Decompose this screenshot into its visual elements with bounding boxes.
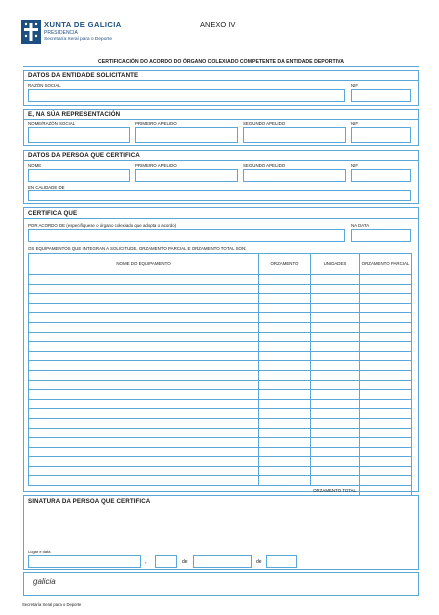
calidade-field[interactable] [28,190,411,201]
table-row [29,294,412,304]
certifier-heading: DATOS DA PERSOA QUE CERTIFICA [28,152,140,159]
units-cell[interactable] [311,303,360,313]
equipment-name-cell[interactable] [29,361,259,371]
partial-budget-cell[interactable] [360,409,412,419]
equipment-name-cell[interactable] [29,466,259,476]
col-orzamento: ORZAMENTO [259,254,311,275]
partial-budget-cell[interactable] [360,275,412,285]
na-data-field[interactable] [351,229,411,242]
partial-budget-cell[interactable] [360,361,412,371]
cert-nome-label: NOME [28,163,42,168]
rep-ap1-label: PRIMEIRO APELIDO [135,121,177,126]
budget-cell[interactable] [259,466,311,476]
cert-ap2-label: SEGUNDO APELIDO [243,163,286,168]
units-cell[interactable] [311,428,360,438]
rep-nome-label: NOME/RAZÓN SOCIAL [28,121,76,126]
table-row [29,428,412,438]
table-row [29,332,412,342]
de-label-1: de [182,559,188,565]
col-unidades: UNIDADES [311,254,360,275]
rep-nif-field[interactable] [351,127,411,143]
partial-budget-cell[interactable] [360,370,412,380]
cert-ap2-field[interactable] [243,169,346,182]
budget-cell[interactable] [259,351,311,361]
calidade-label: EN CALIDADE DE [28,185,65,190]
lugar-data-label: Lugar e data [28,549,51,554]
table-row [29,380,412,390]
table-row [29,313,412,323]
partial-budget-cell[interactable] [360,313,412,323]
cert-nif-label: NIF [351,163,359,168]
partial-budget-cell[interactable] [360,476,412,486]
units-cell[interactable] [311,438,360,448]
equipment-name-cell[interactable] [29,399,259,409]
partial-budget-cell[interactable] [360,438,412,448]
budget-cell[interactable] [259,409,311,419]
table-row [29,370,412,380]
partial-budget-cell[interactable] [360,380,412,390]
units-cell[interactable] [311,313,360,323]
partial-budget-cell[interactable] [360,390,412,400]
units-cell[interactable] [311,294,360,304]
units-cell[interactable] [311,332,360,342]
table-row [29,361,412,371]
units-cell[interactable] [311,476,360,486]
signature-heading: SINATURA DA PERSOA QUE CERTIFICA [28,498,151,505]
cert-nome-field[interactable] [28,169,130,182]
equipment-name-cell[interactable] [29,380,259,390]
rep-nif-label: NIF [351,121,359,126]
partial-budget-cell[interactable] [360,284,412,294]
equipment-name-cell[interactable] [29,322,259,332]
equipment-name-cell[interactable] [29,390,259,400]
table-row [29,390,412,400]
cert-ap1-label: PRIMEIRO APELIDO [135,163,177,168]
equipment-name-cell[interactable] [29,332,259,342]
budget-cell[interactable] [259,438,311,448]
entity-heading: DATOS DA ENTIDADE SOLICITANTE [28,72,139,79]
title-divider [23,66,419,67]
na-data-label: NA DATA [351,223,370,228]
galicia-logo: galicia [33,577,56,586]
rep-ap1-field[interactable] [135,127,238,143]
partial-budget-cell[interactable] [360,399,412,409]
entity-divider [23,80,419,81]
certifier-divider [23,160,419,161]
budget-cell[interactable] [259,294,311,304]
units-cell[interactable] [311,418,360,428]
table-row [29,322,412,332]
table-row [29,284,412,294]
equipment-name-cell[interactable] [29,370,259,380]
equipment-name-cell[interactable] [29,351,259,361]
partial-budget-cell[interactable] [360,332,412,342]
equipment-name-cell[interactable] [29,418,259,428]
budget-cell[interactable] [259,342,311,352]
equipment-name-cell[interactable] [29,409,259,419]
partial-budget-cell[interactable] [360,457,412,467]
budget-cell[interactable] [259,457,311,467]
table-row [29,351,412,361]
table-row [29,342,412,352]
logo-name: XUNTA DE GALICIA [44,20,122,29]
total-label: ORZAMENTO TOTAL [259,486,360,496]
representation-heading: E, NA SÚA REPRESENTACIÓN [28,111,121,118]
table-row [29,303,412,313]
form-title: CERTIFICACIÓN DO ACORDO DO ÓRGANO COLEXIADO COMPETENTE DA ENTIDADE DEPORTIVA [98,59,344,65]
units-cell[interactable] [311,457,360,467]
equipment-name-cell[interactable] [29,303,259,313]
budget-cell[interactable] [259,322,311,332]
rep-nome-field[interactable] [28,127,130,143]
rep-ap2-field[interactable] [243,127,346,143]
units-cell[interactable] [311,370,360,380]
units-cell[interactable] [311,399,360,409]
budget-cell[interactable] [259,390,311,400]
partial-budget-cell[interactable] [360,447,412,457]
budget-cell[interactable] [259,476,311,486]
partial-budget-cell[interactable] [360,351,412,361]
budget-cell[interactable] [259,284,311,294]
equipment-name-cell[interactable] [29,342,259,352]
certifica-heading: CERTIFICA QUE [28,210,78,217]
total-spacer [29,486,259,496]
cert-nif-field[interactable] [351,169,411,182]
footer-logo-box [23,572,419,596]
total-cell[interactable] [360,486,412,496]
equipment-intro: OS EQUIPAMENTOS QUE INTEGRAN A SOLICITUDE, ORZAMENTO PARCIAL E ORZAMENTO TOTAL SON: [28,246,247,251]
table-row [29,457,412,467]
partial-budget-cell[interactable] [360,294,412,304]
budget-cell[interactable] [259,447,311,457]
logo-department: PRESIDENCIA [44,30,78,36]
budget-cell[interactable] [259,418,311,428]
partial-budget-cell[interactable] [360,418,412,428]
table-row [29,418,412,428]
footer-secretariat: Secretaría Xeral para o Deporte [22,602,82,607]
units-cell[interactable] [311,409,360,419]
equipment-name-cell[interactable] [29,313,259,323]
budget-cell[interactable] [259,275,311,285]
partial-budget-cell[interactable] [360,428,412,438]
budget-cell[interactable] [259,313,311,323]
day-field[interactable] [155,555,177,568]
budget-cell[interactable] [259,332,311,342]
acordo-label: POR ACORDO DE (especifíquese o órgano colexiado que adopta o acordo) [28,223,177,228]
equipment-name-cell[interactable] [29,447,259,457]
annex-label: ANEXO IV [200,20,236,29]
partial-budget-cell[interactable] [360,342,412,352]
equipment-name-cell[interactable] [29,457,259,467]
table-row [29,438,412,448]
razon-social-label: RAZÓN SOCIAL [28,83,61,88]
units-cell[interactable] [311,466,360,476]
acordo-field[interactable] [28,229,345,242]
month-field[interactable] [193,555,252,568]
table-row [29,399,412,409]
col-orzamento-parcial: ORZAMENTO PARCIAL [360,254,412,275]
budget-cell[interactable] [259,303,311,313]
table-row [29,275,412,285]
units-cell[interactable] [311,380,360,390]
total-row [29,486,412,496]
equipment-name-cell[interactable] [29,284,259,294]
units-cell[interactable] [311,361,360,371]
xunta-emblem-icon [21,20,41,44]
comma-separator: , [145,559,147,565]
partial-budget-cell[interactable] [360,322,412,332]
budget-cell[interactable] [259,380,311,390]
units-cell[interactable] [311,322,360,332]
equipment-name-cell[interactable] [29,294,259,304]
cert-ap1-field[interactable] [135,169,238,182]
razon-social-field[interactable] [28,89,345,102]
units-cell[interactable] [311,447,360,457]
units-cell[interactable] [311,284,360,294]
year-field[interactable] [266,555,297,568]
representation-divider [23,119,419,120]
de-label-2: de [256,559,262,565]
logo-secretariat: Secretaría Xeral para o Deporte [44,37,112,42]
entity-nif-field[interactable] [351,89,411,102]
equipment-name-cell[interactable] [29,275,259,285]
lugar-field[interactable] [28,555,141,568]
rep-ap2-label: SEGUNDO APELIDO [243,121,286,126]
budget-cell[interactable] [259,370,311,380]
units-cell[interactable] [311,390,360,400]
partial-budget-cell[interactable] [360,303,412,313]
table-row [29,409,412,419]
certifica-divider [23,218,419,219]
equipment-name-cell[interactable] [29,438,259,448]
budget-cell[interactable] [259,399,311,409]
equipment-name-cell[interactable] [29,428,259,438]
units-cell[interactable] [311,275,360,285]
equipment-name-cell[interactable] [29,476,259,486]
table-row [29,466,412,476]
units-cell[interactable] [311,342,360,352]
budget-cell[interactable] [259,428,311,438]
equipment-table [28,253,412,496]
entity-nif-label: NIF [351,83,359,88]
col-nome-equipamento: NOME DO EQUIPAMENTO [29,254,259,275]
units-cell[interactable] [311,351,360,361]
table-row [29,476,412,486]
partial-budget-cell[interactable] [360,466,412,476]
equipment-header-row [29,254,412,275]
table-row [29,447,412,457]
budget-cell[interactable] [259,361,311,371]
